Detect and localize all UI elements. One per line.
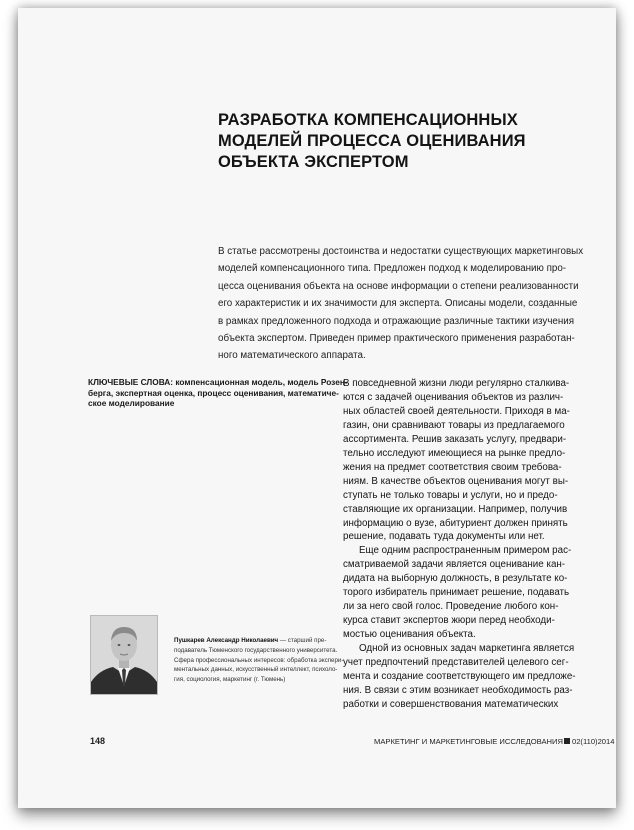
author-name: Пушкарев Александр Николаевич [174, 637, 279, 644]
abstract-line: цесса оценивания объекта на основе информации о степени реализованности [218, 280, 579, 292]
body-line: торого избиратель принимает решение, подавать [343, 587, 570, 599]
body-line: газин, они сравнивают товары из предлагаемого [343, 419, 565, 431]
body-line: мостью оценивания объекта. [343, 629, 476, 641]
body-text [343, 377, 598, 712]
body-line: решение, подавать туда документы или нет. [343, 531, 545, 543]
body-line: Одной из основных задач маркетинга является [359, 643, 575, 655]
body-line: жения на предмет соответствия своим требова- [343, 461, 562, 473]
journal-page [18, 8, 616, 808]
body-line: ли за него свой голос. Проведение любого кон- [343, 601, 559, 613]
body-line: ются с задачей оценивания объектов из различ- [343, 391, 564, 403]
author-line: — старший пре- [278, 637, 327, 644]
body-line: ных областей своей деятельности. Приходя в ма- [343, 405, 570, 417]
body-line: В повседневной жизни люди регулярно сталкива- [343, 378, 570, 389]
body-line: тельно исследуют имеющиеся на рынке предло- [343, 447, 566, 459]
body-line: курса ставит экспертов жюри перед необходи- [343, 615, 555, 627]
author-line: подаватель Тюменского государственного университета. [174, 646, 338, 654]
body-line: ния. В связи с этим возникает необходимость раз- [343, 684, 573, 696]
journal-issue: 02(110)2014 [571, 737, 615, 746]
author-info [174, 636, 349, 685]
keywords [88, 377, 348, 409]
author-line: ментальных данных, искусственный интеллект, психоло- [174, 666, 338, 674]
abstract-line: В статье рассмотрены достоинства и недостатки существующих маркетинговых [218, 246, 584, 257]
body-line: ассортимента. Решив заказать услугу, предвари- [343, 433, 567, 445]
article-title [218, 110, 578, 173]
body-line: ниям. В качестве объектов оценивания могут вы- [343, 475, 569, 487]
author-photo [90, 615, 158, 695]
body-line: дидата на выборную должность, в результате ко- [343, 573, 568, 585]
keywords-line: ское моделирование [88, 398, 175, 408]
body-line: учет предпочтений представителей целевого сег- [343, 657, 569, 669]
journal-footer [374, 737, 614, 746]
abstract [218, 243, 593, 365]
square-icon [564, 738, 570, 744]
abstract-line: ного математического аппарата. [218, 350, 366, 362]
author-line: Сфера профессиональных интересов: обработка экспери- [174, 656, 344, 664]
body-line: мента и создание соответствующего им предложе- [343, 671, 576, 683]
author-portrait-icon [91, 616, 157, 694]
body-line: Еще одним распространенным примером рас- [359, 545, 572, 557]
abstract-line: в рамках предложенного подхода и отражающие различные тактики изучения [218, 315, 575, 327]
keywords-line: КЛЮЧЕВЫЕ СЛОВА: компенсационная модель, модель Розен- [88, 377, 348, 387]
title-line: МОДЕЛЕЙ ПРОЦЕССА ОЦЕНИВАНИЯ [218, 132, 526, 150]
abstract-line: моделей компенсационного типа. Предложен подход к моделированию про- [218, 263, 567, 275]
abstract-line: объекта экспертом. Приведен пример практического применения разработан- [218, 333, 575, 345]
page-number: 148 [90, 736, 106, 746]
author-line: гия, социология, маркетинг (г. Тюмень) [174, 676, 286, 684]
journal-name: МАРКЕТИНГ И МАРКЕТИНГОВЫЕ ИССЛЕДОВАНИЯ [374, 737, 563, 746]
body-line: сматриваемой задачи является оценивание кан- [343, 559, 566, 571]
keywords-line: берга, экспертная оценка, процесс оценивания, математиче- [88, 387, 339, 398]
body-line: ступать не только товары и услуги, но и предо- [343, 489, 558, 501]
body-line: информацию о вузе, абитуриент должен принять [343, 517, 568, 529]
abstract-line: его характеристик и их значимости для эксперта. Описаны модели, созданные [218, 298, 578, 310]
body-line: ставляющие их организации. Например, получив [343, 503, 568, 515]
title-line: ОБЪЕКТА ЭКСПЕРТОМ [218, 153, 409, 171]
title-line: РАЗРАБОТКА КОМПЕНСАЦИОННЫХ [218, 111, 518, 129]
body-line: работки и совершенствования математических [343, 698, 559, 710]
